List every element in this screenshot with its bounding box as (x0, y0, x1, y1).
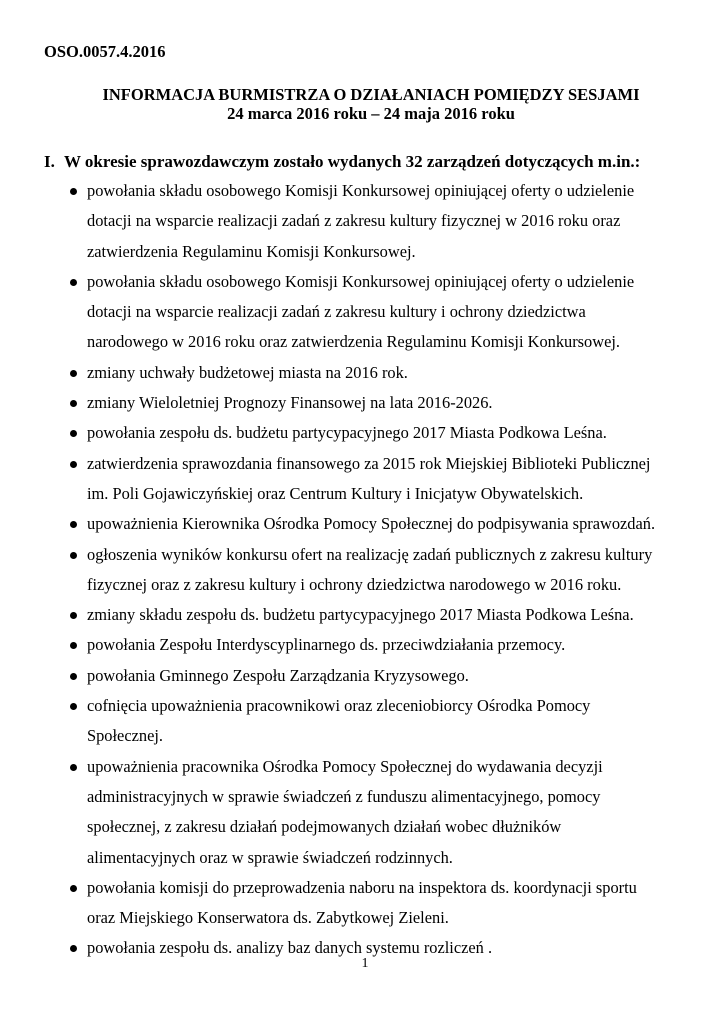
list-item (0, 540, 724, 601)
list-item-text: powołania Gminnego Zespołu Zarządzania Kryzysowego. (87, 665, 469, 685)
bullet-icon (70, 461, 77, 468)
bullet-icon (70, 552, 77, 559)
list-item-text: upoważnienia pracownika Ośrodka Pomocy Społecznej do wydawania decyzji administracyjnych w sprawie świadczeń z funduszu alimentacyjnego, pomocy społecznej, z zakresu działań podejmowanych działań wobec dłużników alimentacyjnych oraz w sprawie świadczeń rodzinnych. (87, 756, 603, 867)
section-heading (44, 152, 640, 172)
document-reference: OSO.0057.4.2016 (44, 42, 166, 61)
list-item (0, 267, 724, 358)
bullet-icon (70, 642, 77, 649)
document-title: INFORMACJA BURMISTRZA O DZIAŁANIACH POMIĘDZY SESJAMI (102, 85, 640, 104)
list-item-text: zmiany składu zespołu ds. budżetu partycypacyjnego 2017 Miasta Podkowa Leśna. (87, 605, 634, 625)
list-item-text: powołania składu osobowego Komisji Konkursowej opiniującej oferty o udzielenie dotacji na wsparcie realizacji zadań z zakresu kultury i ochrony dziedzictwa narodowego w 2016 roku oraz zatwierdzenia Regulaminu Komisji Konkursowej. (87, 271, 635, 352)
list-item (0, 418, 724, 448)
list-item-text: powołania zespołu ds. analizy baz danych systemu rozliczeń . (87, 938, 493, 958)
bullet-icon (70, 703, 77, 710)
page-number: 1 (361, 956, 369, 971)
bullet-icon (70, 521, 77, 528)
document-date-range: 24 marca 2016 roku – 24 maja 2016 roku (227, 104, 515, 123)
list-item (0, 600, 724, 630)
list-item-text: zmiany uchwały budżetowej miasta na 2016 rok. (87, 362, 408, 382)
bullet-icon (70, 188, 77, 195)
list-item (0, 449, 724, 510)
list-item-text: zatwierdzenia sprawozdania finansowego za 2015 rok Miejskiej Biblioteki Publicznej im. Poli Gojawiczyńskiej oraz Centrum Kultury i Inicjatyw Obywatelskich. (87, 453, 651, 503)
bullet-icon (70, 430, 77, 437)
bullet-icon (70, 764, 77, 771)
list-item (0, 691, 724, 752)
ordinance-list (0, 176, 724, 964)
list-item (0, 388, 724, 418)
list-item-text: zmiany Wieloletniej Prognozy Finansowej na lata 2016-2026. (87, 393, 493, 413)
list-item (0, 873, 724, 934)
bullet-icon (70, 673, 77, 680)
list-item-text: cofnięcia upoważnienia pracownikowi oraz zleceniobiorcy Ośrodka Pomocy Społecznej. (87, 696, 591, 746)
list-item (0, 509, 724, 539)
bullet-icon (70, 370, 77, 377)
section-number: I. (44, 152, 55, 171)
bullet-icon (70, 945, 77, 952)
list-item-text: powołania składu osobowego Komisji Konkursowej opiniującej oferty o udzielenie dotacji na wsparcie realizacji zadań z zakresu kultury fizycznej w 2016 roku oraz zatwierdzenia Regulaminu Komisji Konkursowej. (87, 181, 635, 261)
bullet-icon (70, 885, 77, 892)
bullet-icon (70, 400, 77, 407)
list-item-text: powołania zespołu ds. budżetu partycypacyjnego 2017 Miasta Podkowa Leśna. (87, 423, 607, 443)
list-item-text: upoważnienia Kierownika Ośrodka Pomocy Społecznej do podpisywania sprawozdań. (87, 514, 656, 534)
list-item (0, 176, 724, 267)
list-item-text: ogłoszenia wyników konkursu ofert na realizację zadań publicznych z zakresu kultury fizycznej oraz z zakresu kultury i ochrony dziedzictwa narodowego w 2016 roku. (87, 544, 653, 594)
section-heading-text: W okresie sprawozdawczym zostało wydanych 32 zarządzeń dotyczących m.in.: (63, 152, 641, 171)
bullet-icon (70, 612, 77, 619)
list-item-text: powołania komisji do przeprowadzenia naboru na inspektora ds. koordynacji sportu oraz Miejskiego Konserwatora ds. Zabytkowej Zieleni. (87, 877, 637, 928)
list-item-text: powołania Zespołu Interdyscyplinarnego ds. przeciwdziałania przemocy. (87, 635, 566, 655)
list-item (0, 358, 724, 388)
list-item (0, 630, 724, 660)
list-item (0, 661, 724, 691)
list-item (0, 752, 724, 873)
bullet-icon (70, 279, 77, 286)
